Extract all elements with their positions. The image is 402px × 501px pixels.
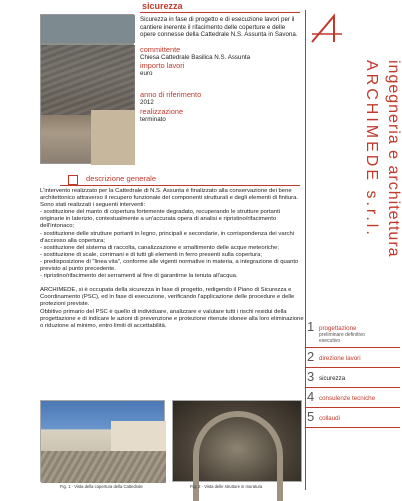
menu-number: 4 xyxy=(307,389,315,404)
anno-label: anno di riferimento xyxy=(140,89,202,99)
body-paragraph: Obbitivo primario del PSC è quello di individuare, analizzare e valutare tutti i rischi residui della progettazione e di indicare le azioni di prevenzione e protezione ritenute idonee alla loro eliminazione o riduzione al minimo, entro limiti di accettabilità. xyxy=(40,308,304,329)
roof-photo xyxy=(40,400,165,482)
menu-item-sicurezza[interactable] xyxy=(305,368,400,388)
caption-fig1: Fig. 1 - Vista della copertura della Cattedrale xyxy=(60,484,143,489)
body-paragraph: ARCHIMEDE, si è occupata della sicurezza in fase di progetto, redigendo il Piano di Sicurezza e Coordinamento (PSC), ed in fase di esecuzione, verificando l'applicazione delle procedure e delle protezioni previste. xyxy=(40,287,295,308)
section-header xyxy=(60,174,300,186)
cathedral-roof-photo xyxy=(40,14,134,164)
committente-label: committente xyxy=(140,44,181,54)
menu-number: 2 xyxy=(307,349,315,364)
page-title: sicurezza xyxy=(142,1,183,11)
body-paragraph: - sostituzione del sistema di raccolta, canalizzazione e smaltimento delle acque meteoriche; xyxy=(40,244,280,251)
importo-label: importo lavori xyxy=(140,61,185,71)
body-text xyxy=(40,188,305,330)
brand-tagline: ingegneria e architettura xyxy=(385,60,402,258)
caption-fig2: Fig. 2 - Vista delle strutture in muratura xyxy=(190,484,263,489)
body-paragraph: - sostituzione del manto di copertura fortemente degradato, recuperando le strutture portanti originarie in laterizio, contestualmente a un'accurata opera di analisi e ripristino/rifacimento dell'intonaco; xyxy=(40,209,281,230)
section-square-icon xyxy=(68,175,78,185)
project-info xyxy=(140,16,300,123)
section-tab xyxy=(140,3,300,13)
vault-photo xyxy=(172,400,302,482)
menu-item-consulenze-tecniche[interactable] xyxy=(305,388,400,408)
menu-item-collaudi[interactable] xyxy=(305,408,400,428)
menu-item-direzione-lavori[interactable] xyxy=(305,348,400,368)
archimede-logo-icon xyxy=(310,12,344,46)
committente-value: Chiesa Cattedrale Basilica N.S. Assunta xyxy=(140,53,251,61)
menu-number: 5 xyxy=(307,409,315,424)
body-paragraph: - ripristino/rifacimento dei serramenti al fine di garantirne la tenuta all'acqua. xyxy=(40,273,238,280)
realizzazione-value: terminato xyxy=(140,115,166,123)
menu-item-progettazione[interactable] xyxy=(305,318,400,348)
menu-number: 3 xyxy=(307,369,315,384)
project-description: Sicurezza in fase di progetto e di esecuzione lavori per il cantiere inerente il rifacimento delle coperture e delle opere connesse della Cattedrale N.S. Assunta in Savona. xyxy=(140,16,298,39)
menu-sub: preliminare definitivo esecutivo xyxy=(319,332,365,344)
section-title: descrizione generale xyxy=(86,174,157,183)
menu-label: direzione lavori xyxy=(319,355,361,362)
realizzazione-label: realizzazione xyxy=(140,106,184,116)
menu-label: sicurezza xyxy=(319,375,346,382)
menu-number: 1 xyxy=(307,319,315,334)
body-paragraph: - sostituzione di scale, corrimani e di tutti gli elementi in ferro presenti sulla copertura; xyxy=(40,251,262,258)
body-paragraph: Sono stati realizzati i seguenti interventi: xyxy=(40,202,146,209)
menu-label: progettazione xyxy=(319,325,357,332)
body-paragraph: - predisposizione di "linea vita", conforme alle vigenti normative in materia, a integrazione di quanto previsto al punto precedente. xyxy=(40,258,299,273)
services-menu xyxy=(305,318,400,428)
anno-value: 2012 xyxy=(140,98,154,106)
menu-label: consulenze tecniche xyxy=(319,395,376,402)
menu-label: collaudi xyxy=(319,415,340,422)
body-paragraph: L'intervento realizzato per la Cattedrale di N.S. Assunta è finalizzato alla conservazione dei bene architettonico attraverso il recupero funzionale dei componenti strutturali e degli elementi di finitura. xyxy=(40,188,299,202)
body-paragraph: - sostituzione delle strutture portanti in legno, principali e secondarie, in corrispondenza dei varchi d'accesso alla copertura; xyxy=(40,230,295,244)
brand-name: ARCHIMEDE s.r.l. xyxy=(363,60,380,238)
importo-value: euro xyxy=(140,70,153,78)
brand-vertical xyxy=(320,60,402,350)
